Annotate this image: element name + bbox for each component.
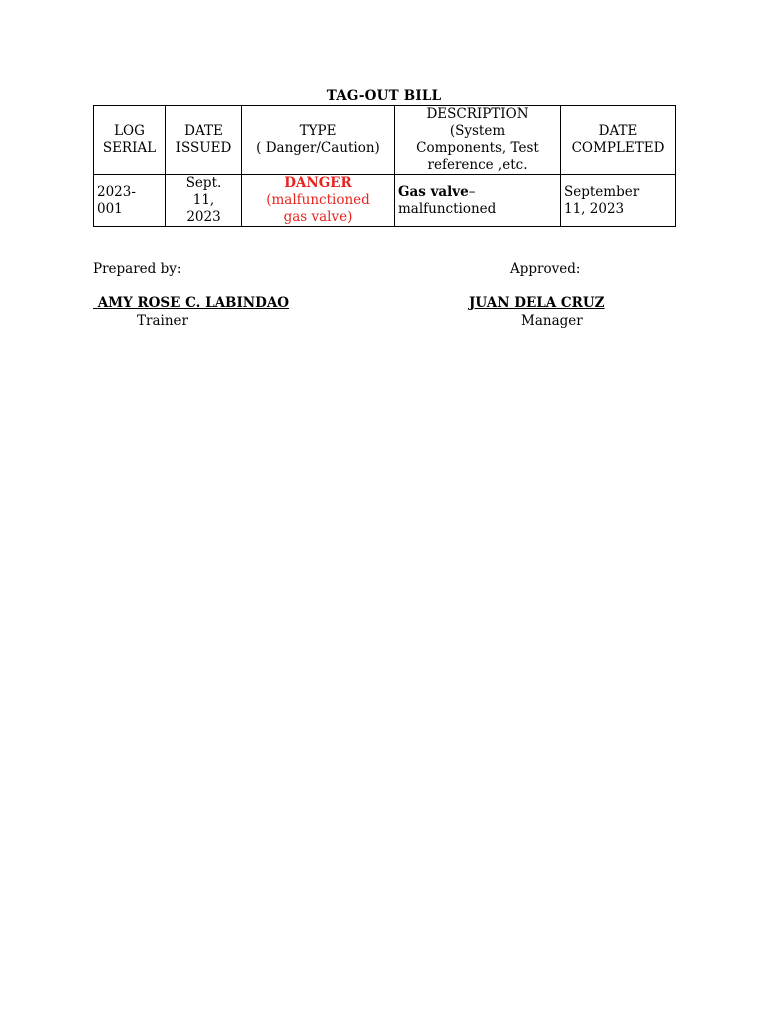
danger-note-line: gas valve)	[283, 209, 353, 225]
cell-date-issued-line: 2023	[186, 209, 221, 225]
description-dash: –	[468, 183, 476, 200]
header-log-serial	[94, 106, 166, 175]
header-description-line: reference ,etc.	[427, 157, 528, 173]
approver-role: Manager	[521, 313, 583, 329]
header-date-issued-line: ISSUED	[175, 140, 232, 156]
cell-log-serial	[94, 175, 166, 227]
header-type	[242, 106, 395, 175]
header-date-completed-line: COMPLETED	[571, 140, 665, 156]
approved-label: Approved:	[510, 261, 581, 277]
document-title: TAG-OUT BILL	[326, 88, 442, 104]
cell-type	[242, 175, 395, 227]
tag-out-table	[93, 105, 676, 227]
header-date-issued	[166, 106, 242, 175]
cell-date-completed-line: September	[564, 183, 640, 200]
approver-name: JUAN DELA CRUZ	[469, 295, 605, 311]
table-header-row	[94, 106, 676, 175]
danger-label: DANGER	[284, 175, 352, 191]
cell-date-issued	[166, 175, 242, 227]
header-type-line: ( Danger/Caution)	[256, 140, 380, 156]
preparer-name	[93, 295, 289, 311]
header-date-issued-line: DATE	[184, 123, 223, 139]
danger-note-line: (malfunctioned	[266, 192, 370, 208]
cell-date-issued-line: Sept.	[185, 175, 222, 191]
preparer-role: Trainer	[137, 313, 188, 329]
header-log-serial-line: LOG	[114, 123, 145, 139]
cell-log-serial-line: 2023-	[97, 183, 136, 200]
cell-log-serial-line: 001	[97, 200, 123, 217]
header-description-line: (System	[449, 123, 506, 139]
description-status: malfunctioned	[398, 200, 497, 217]
header-description-line: Components, Test	[416, 140, 539, 156]
header-description-line: DESCRIPTION	[426, 106, 529, 122]
description-component: Gas valve	[398, 183, 469, 200]
cell-date-completed-line: 11, 2023	[564, 200, 625, 217]
cell-date-completed	[561, 175, 676, 227]
header-date-completed	[561, 106, 676, 175]
header-description	[395, 106, 561, 175]
table-row	[94, 175, 676, 227]
header-log-serial-line: SERIAL	[102, 140, 157, 156]
header-date-completed-line: DATE	[598, 123, 638, 139]
header-type-line: TYPE	[299, 123, 337, 139]
cell-date-issued-line: 11,	[192, 192, 215, 208]
cell-description	[395, 175, 561, 227]
preparer-name-text: AMY ROSE C. LABINDAO	[97, 295, 290, 311]
prepared-by-label: Prepared by:	[93, 261, 182, 277]
